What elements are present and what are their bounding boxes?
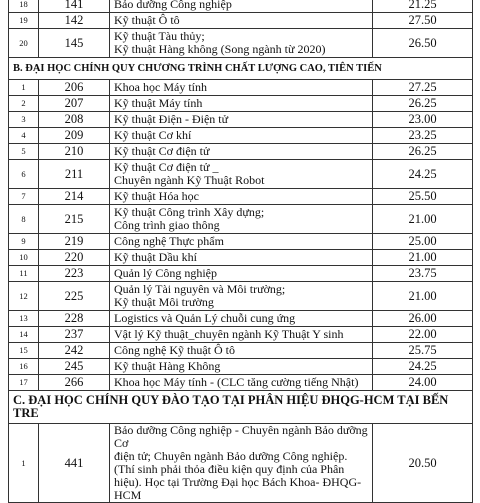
major-code: 211 [39, 160, 110, 189]
major-name-line: Công nghệ Thực phẩm [114, 234, 224, 248]
major-code: 228 [39, 311, 110, 327]
table-row [9, 311, 473, 327]
major-name-line: Vật lý Kỹ thuật_chuyên ngành Kỹ Thuật Y sinh [114, 327, 344, 341]
major-name [110, 112, 373, 128]
major-name [110, 266, 373, 282]
row-index: 1 [9, 80, 39, 96]
major-name [110, 160, 373, 189]
major-code: 209 [39, 128, 110, 144]
major-code: 441 [39, 424, 110, 503]
major-name-line: Kỹ thuật Tàu thủy; [114, 29, 205, 43]
major-name-line: Kỹ thuật Môi trường [114, 295, 214, 309]
admission-score: 24.00 [373, 375, 473, 391]
major-name-line: Khoa học Máy tính - (CLC tăng cường tiếng Nhật) [114, 375, 359, 389]
row-index: 7 [9, 189, 39, 205]
section-heading: B. ĐẠI HỌC CHÍNH QUY CHƯƠNG TRÌNH CHẤT LƯỢNG CAO, TIÊN TIẾN [9, 58, 473, 80]
admission-score: 21.25 [373, 0, 473, 13]
row-index: 20 [9, 29, 39, 58]
major-name-line: Công trình giao thông [114, 218, 220, 232]
table-row [9, 343, 473, 359]
major-code: 210 [39, 144, 110, 160]
major-name [110, 327, 373, 343]
major-code: 225 [39, 282, 110, 311]
major-name-line: Kỹ thuật Cơ điện tử [114, 144, 210, 158]
major-code: 245 [39, 359, 110, 375]
major-name [110, 96, 373, 112]
major-name-line: Kỹ thuật Ô tô [114, 13, 180, 27]
major-code: 208 [39, 112, 110, 128]
row-index: 19 [9, 13, 39, 29]
admission-score: 26.00 [373, 311, 473, 327]
major-name [110, 189, 373, 205]
row-index: 9 [9, 234, 39, 250]
row-index: 10 [9, 250, 39, 266]
major-name-line: Kỹ thuật Dầu khí [114, 250, 197, 264]
major-code: 145 [39, 29, 110, 58]
table-row [9, 160, 473, 189]
table-row [9, 359, 473, 375]
major-code: 266 [39, 375, 110, 391]
major-name [110, 0, 373, 13]
section-heading: C. ĐẠI HỌC CHÍNH QUY ĐÀO TẠO TẠI PHÂN HIỆU ĐHQG-HCM TẠI BẾN TRE [9, 391, 473, 424]
table-row [9, 112, 473, 128]
row-index: 11 [9, 266, 39, 282]
admission-score: 27.50 [373, 13, 473, 29]
admission-score: 24.25 [373, 359, 473, 375]
major-name [110, 205, 373, 234]
table-row [9, 189, 473, 205]
row-index: 6 [9, 160, 39, 189]
major-name [110, 359, 373, 375]
major-code: 206 [39, 80, 110, 96]
row-index: 13 [9, 311, 39, 327]
major-name-line: Quản lý Tài nguyên và Môi trường; [114, 282, 286, 296]
major-code: 219 [39, 234, 110, 250]
admission-score: 25.50 [373, 189, 473, 205]
table-row [9, 424, 473, 503]
major-name [110, 311, 373, 327]
admission-score: 21.00 [373, 250, 473, 266]
table-row [9, 266, 473, 282]
major-name [110, 282, 373, 311]
major-code: 242 [39, 343, 110, 359]
major-name [110, 80, 373, 96]
major-name-line: Kỹ thuật Cơ khí [114, 128, 192, 142]
major-name-line: hiệu). Học tại Trường Đại học Bách Khoa- ĐHQG-HCM [114, 475, 362, 502]
major-name [110, 424, 373, 503]
major-name-line: Bảo dưỡng Công nghiệp [114, 0, 232, 11]
table-row [9, 205, 473, 234]
table-row [9, 282, 473, 311]
major-name [110, 13, 373, 29]
major-code: 220 [39, 250, 110, 266]
table-row [9, 29, 473, 58]
major-name [110, 128, 373, 144]
admission-score: 20.50 [373, 424, 473, 503]
row-index: 8 [9, 205, 39, 234]
major-name [110, 375, 373, 391]
major-name [110, 144, 373, 160]
admission-score: 26.50 [373, 29, 473, 58]
admission-score: 21.00 [373, 282, 473, 311]
admission-score: 27.25 [373, 80, 473, 96]
row-index: 16 [9, 359, 39, 375]
row-index: 4 [9, 128, 39, 144]
row-index: 18 [9, 0, 39, 13]
table-row [9, 80, 473, 96]
major-code: 223 [39, 266, 110, 282]
table-row [9, 375, 473, 391]
admission-score: 22.00 [373, 327, 473, 343]
table-row [9, 234, 473, 250]
row-index: 1 [9, 424, 39, 503]
major-name-line: Kỹ thuật Hóa học [114, 189, 199, 203]
row-index: 3 [9, 112, 39, 128]
major-code: 215 [39, 205, 110, 234]
major-name-line: Quản lý Công nghiệp [114, 266, 217, 280]
table-row [9, 250, 473, 266]
admission-score: 26.25 [373, 96, 473, 112]
major-code: 207 [39, 96, 110, 112]
table-row [9, 144, 473, 160]
row-index: 5 [9, 144, 39, 160]
admission-score: 26.25 [373, 144, 473, 160]
admission-score: 25.00 [373, 234, 473, 250]
major-name [110, 29, 373, 58]
admission-score: 23.00 [373, 112, 473, 128]
table-row [9, 0, 473, 13]
major-code: 142 [39, 13, 110, 29]
section-header-row [9, 391, 473, 424]
major-name-line: Logistics và Quản Lý chuỗi cung ứng [114, 311, 296, 325]
admission-score: 21.00 [373, 205, 473, 234]
admission-score: 23.25 [373, 128, 473, 144]
major-name [110, 234, 373, 250]
row-index: 14 [9, 327, 39, 343]
admission-score: 23.75 [373, 266, 473, 282]
major-code: 237 [39, 327, 110, 343]
major-name-line: Chuyên ngành Kỹ Thuật Robot [114, 173, 265, 187]
table-row [9, 327, 473, 343]
admission-score-table [8, 0, 473, 503]
row-index: 2 [9, 96, 39, 112]
admission-score: 25.75 [373, 343, 473, 359]
major-name-line: Công nghệ Kỹ thuật Ô tô [114, 343, 235, 357]
row-index: 15 [9, 343, 39, 359]
major-code: 214 [39, 189, 110, 205]
major-name-line: Khoa học Máy tính [114, 80, 207, 94]
table-row [9, 13, 473, 29]
table-row [9, 128, 473, 144]
major-name-line: Kỹ thuật Cơ điện tử _ [114, 160, 219, 174]
major-name-line: Bảo dưỡng Công nghiệp - Chuyên ngành Bảo dưỡng Cơ [114, 423, 368, 450]
admission-score: 24.25 [373, 160, 473, 189]
major-name-line: (Thí sinh phải thỏa điều kiện quy định của Phân [114, 462, 345, 476]
table-row [9, 96, 473, 112]
major-name-line: Kỹ thuật Hàng Không [114, 359, 221, 373]
major-name [110, 250, 373, 266]
major-name-line: Kỹ thuật Công trình Xây dựng; [114, 205, 265, 219]
major-name-line: Kỹ thuật Điện - Điện tử [114, 112, 229, 126]
row-index: 17 [9, 375, 39, 391]
major-name-line: Kỹ thuật Hàng không (Song ngành từ 2020) [114, 42, 326, 56]
section-header-row [9, 58, 473, 80]
major-name [110, 343, 373, 359]
major-name-line: điện tử; Chuyên ngành Bảo dưỡng Công nghiệp. [114, 449, 348, 463]
row-index: 12 [9, 282, 39, 311]
major-name-line: Kỹ thuật Máy tính [114, 96, 203, 110]
major-code: 141 [39, 0, 110, 13]
